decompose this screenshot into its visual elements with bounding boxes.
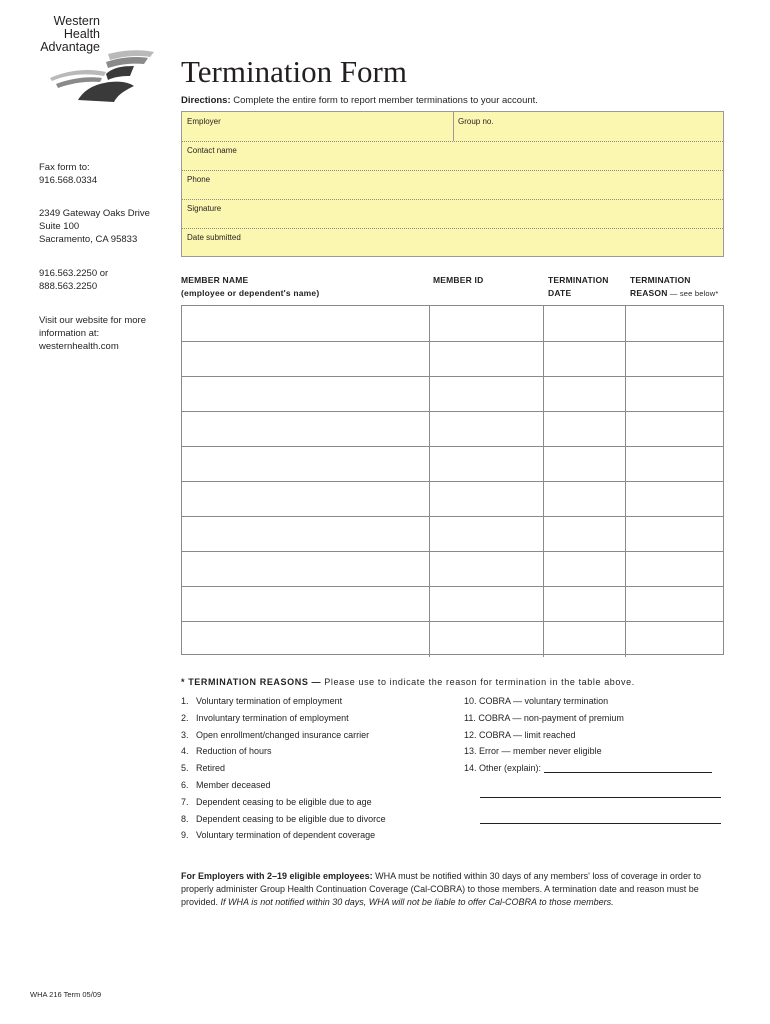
termination-date-cell[interactable] — [544, 622, 626, 657]
reason-number: 3. — [181, 729, 189, 740]
reason-item — [464, 730, 576, 740]
reason-text: Other (explain): — [479, 763, 542, 774]
reason-text: Open enrollment/changed insurance carrier — [196, 729, 370, 740]
phone-info — [39, 267, 108, 293]
phone-field[interactable] — [182, 170, 723, 199]
phone-number-1: 916.563.2250 or — [39, 268, 109, 279]
address-line-3: Sacramento, CA 95833 — [39, 234, 138, 245]
reason-number: 2. — [181, 712, 189, 723]
employer-notice-italic: If WHA is not notified within 30 days, WHA will not be liable to offer Cal-COBRA to those members. — [220, 897, 614, 907]
member-id-cell[interactable] — [430, 447, 544, 482]
employer-notice-bold: For Employers with 2–19 eligible employees: — [181, 871, 373, 881]
member-name-cell[interactable] — [182, 447, 430, 482]
reason-item — [464, 746, 602, 756]
reason-number: 4. — [181, 746, 189, 757]
logo-line-advantage: Advantage — [40, 40, 100, 54]
member-id-cell[interactable] — [430, 552, 544, 587]
member-id-cell[interactable] — [430, 517, 544, 552]
member-name-cell[interactable] — [182, 552, 430, 587]
member-id-cell[interactable] — [430, 587, 544, 622]
reason-text: COBRA — limit reached — [479, 729, 576, 740]
termination-reason-cell[interactable] — [626, 377, 723, 412]
member-name-cell[interactable] — [182, 377, 430, 412]
termination-date-cell[interactable] — [544, 342, 626, 377]
contact-name-field[interactable] — [182, 141, 723, 170]
reason-number: 9. — [181, 830, 189, 841]
table-row — [182, 621, 723, 657]
table-row — [182, 586, 723, 622]
reason-text: Error — member never eligible — [479, 746, 602, 757]
member-name-cell[interactable] — [182, 517, 430, 552]
table-row — [182, 481, 723, 517]
termination-reason-cell[interactable] — [626, 482, 723, 517]
reason-item — [464, 713, 624, 723]
header-member-name-title: MEMBER NAME — [181, 275, 249, 285]
header-termination-reason-line1: TERMINATION — [630, 275, 691, 285]
termination-date-cell[interactable] — [544, 552, 626, 587]
reason-text: Involuntary termination of employment — [196, 712, 349, 723]
reason-item — [464, 763, 712, 773]
page-title: Termination Form — [181, 54, 407, 89]
logo-line-health: Health — [63, 27, 100, 41]
reason-number: 11. — [464, 712, 476, 723]
contact-info-block — [181, 111, 724, 257]
reason-item — [181, 797, 372, 807]
logo-line-western: Western — [53, 14, 100, 28]
other-explain-line-3[interactable] — [480, 823, 721, 824]
header-termination-date-line2: DATE — [548, 288, 572, 298]
reason-item — [181, 730, 369, 740]
termination-reason-cell[interactable] — [626, 552, 723, 587]
table-row — [182, 516, 723, 552]
table-row — [182, 411, 723, 447]
table-row — [182, 341, 723, 377]
directions-text: Complete the entire form to report member terminations to your account. — [230, 95, 538, 106]
signature-field[interactable] — [182, 199, 723, 228]
member-id-cell[interactable] — [430, 342, 544, 377]
member-name-cell[interactable] — [182, 622, 430, 657]
fax-number: 916.568.0334 — [39, 175, 98, 186]
table-row — [182, 551, 723, 587]
reason-number: 12. — [464, 729, 477, 740]
mailing-address — [39, 207, 150, 246]
fax-label: Fax form to: — [39, 162, 90, 173]
reason-text: Voluntary termination of dependent coverage — [196, 830, 376, 841]
website-line-1: Visit our website for more — [39, 315, 147, 326]
header-termination-reason-note: — see below* — [667, 289, 719, 298]
termination-reason-cell[interactable] — [626, 342, 723, 377]
reason-text: COBRA — voluntary termination — [479, 696, 609, 706]
reason-item — [181, 780, 271, 790]
member-id-cell[interactable] — [430, 377, 544, 412]
reason-number: 13. — [464, 746, 477, 757]
directions-label: Directions: — [181, 95, 231, 106]
reason-text: Voluntary termination of employment — [196, 696, 343, 706]
header-member-name-sub: (employee or dependent's name) — [181, 288, 320, 298]
member-id-cell[interactable] — [430, 622, 544, 657]
header-termination-date-line1: TERMINATION — [548, 275, 609, 285]
termination-reasons-heading — [181, 677, 635, 687]
termination-date-cell[interactable] — [544, 482, 626, 517]
termination-date-cell[interactable] — [544, 517, 626, 552]
reason-item — [181, 713, 349, 723]
reason-item — [464, 696, 608, 706]
termination-date-cell[interactable] — [544, 377, 626, 412]
termination-reasons-heading-text: Please use to indicate the reason for termination in the table above. — [321, 677, 635, 687]
logo-wave-icon — [48, 46, 158, 102]
reason-item — [181, 763, 225, 773]
website-link[interactable]: westernhealth.com — [39, 341, 119, 352]
member-table — [181, 305, 724, 655]
header-member-id: MEMBER ID — [433, 275, 484, 285]
group-no-field[interactable] — [453, 112, 723, 141]
termination-reason-cell[interactable] — [626, 447, 723, 482]
employer-label: Employer — [187, 117, 221, 126]
reason-number: 7. — [181, 796, 189, 807]
reason-number: 10. — [464, 696, 477, 706]
signature-label: Signature — [187, 204, 222, 213]
termination-date-cell[interactable] — [544, 587, 626, 622]
termination-reason-cell[interactable] — [626, 306, 723, 341]
member-id-cell[interactable] — [430, 482, 544, 517]
reason-text: Member deceased — [196, 780, 271, 790]
other-explain-line-1[interactable] — [544, 763, 712, 773]
member-name-cell[interactable] — [182, 587, 430, 622]
member-id-cell[interactable] — [430, 412, 544, 447]
reason-text: COBRA — non-payment of premium — [478, 712, 624, 723]
phone-number-2: 888.563.2250 — [39, 281, 98, 292]
member-name-cell[interactable] — [182, 342, 430, 377]
employer-field[interactable] — [182, 112, 457, 141]
reason-item — [181, 814, 386, 824]
table-row — [182, 376, 723, 412]
employer-notice — [181, 870, 726, 909]
reason-number: 6. — [181, 780, 189, 790]
reason-number: 5. — [181, 763, 189, 774]
member-id-cell[interactable] — [430, 306, 544, 341]
member-name-cell[interactable] — [182, 306, 430, 341]
termination-reason-cell[interactable] — [626, 587, 723, 622]
header-termination-date — [548, 274, 609, 300]
reason-item — [181, 830, 375, 840]
other-explain-line-2[interactable] — [480, 797, 721, 798]
termination-reason-cell[interactable] — [626, 517, 723, 552]
termination-reasons-heading-bold: * TERMINATION REASONS — — [181, 677, 322, 687]
website-line-2: information at: — [39, 328, 100, 339]
reason-item — [181, 696, 342, 706]
reason-item — [181, 746, 272, 756]
date-submitted-label: Date submitted — [187, 233, 241, 242]
group-no-label: Group no. — [458, 117, 494, 126]
table-row — [182, 306, 723, 341]
address-line-2: Suite 100 — [39, 221, 80, 232]
member-name-cell[interactable] — [182, 412, 430, 447]
reason-text: Dependent ceasing to be eligible due to divorce — [196, 813, 386, 824]
header-termination-reason-line2: REASON — [630, 288, 668, 298]
member-name-cell[interactable] — [182, 482, 430, 517]
website-info — [39, 314, 146, 353]
form-code: WHA 216 Term 05/09 — [30, 990, 102, 999]
reason-text: Reduction of hours — [196, 746, 272, 757]
header-termination-reason — [630, 274, 719, 300]
fax-info — [39, 161, 97, 187]
employer-notice-text: WHA must be notified within 30 days of any members' loss of coverage in order to properly administer Group Health Continuation Coverage (Cal-COBRA) to those members. A termination date and reason must be provided. — [181, 871, 701, 907]
termination-date-cell[interactable] — [544, 306, 626, 341]
date-submitted-field[interactable] — [182, 228, 723, 256]
termination-reason-cell[interactable] — [626, 622, 723, 657]
reason-text: Dependent ceasing to be eligible due to age — [196, 796, 372, 807]
address-line-1: 2349 Gateway Oaks Drive — [39, 208, 150, 219]
termination-reason-cell[interactable] — [626, 412, 723, 447]
reason-text: Retired — [196, 763, 226, 774]
contact-name-label: Contact name — [187, 146, 237, 155]
reason-number: 8. — [181, 813, 189, 824]
termination-date-cell[interactable] — [544, 447, 626, 482]
reason-number: 14. — [464, 763, 477, 774]
table-row — [182, 446, 723, 482]
termination-date-cell[interactable] — [544, 412, 626, 447]
directions — [181, 95, 538, 106]
phone-label: Phone — [187, 175, 211, 184]
reason-number: 1. — [181, 696, 189, 706]
header-member-name — [181, 274, 319, 300]
